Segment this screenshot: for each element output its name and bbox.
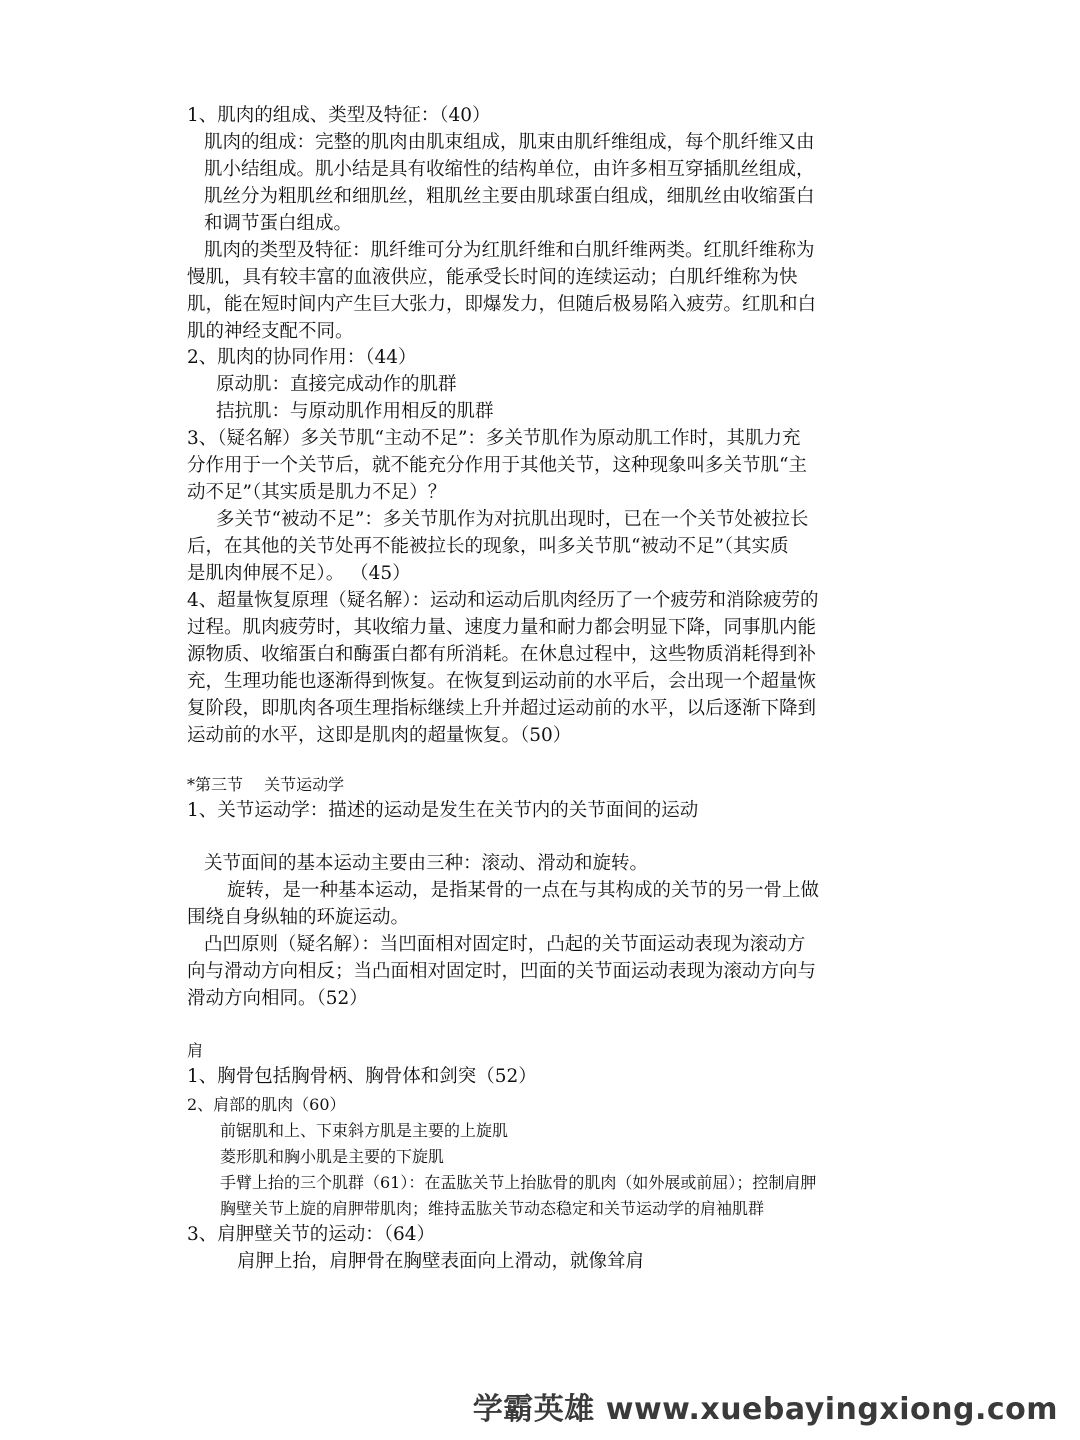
text-line: 肌的神经支配不同。: [187, 321, 354, 342]
text-line: 胸壁关节上旋的肩胛带肌肉；维持盂肱关节动态稳定和关节运动学的肩袖肌群: [220, 1199, 765, 1218]
text-line: 3、（疑名解）多关节肌“主动不足”：多关节肌作为原动肌工作时，其肌力充: [187, 428, 801, 449]
text-line: 3、肩胛壁关节的运动：（64）: [187, 1224, 436, 1245]
text-line: 肌小结组成。肌小结是具有收缩性的结构单位，由许多相互穿插肌丝组成，: [204, 159, 815, 180]
text-line: 前锯肌和上、下束斜方肌是主要的上旋肌: [220, 1121, 509, 1140]
text-line: 1、肌肉的组成、类型及特征：（40）: [187, 105, 491, 126]
text-line: 充，生理功能也逐渐得到恢复。在恢复到运动前的水平后，会出现一个超量恢: [187, 671, 817, 692]
text-line: 肌肉的组成：完整的肌肉由肌束组成，肌束由肌纤维组成，每个肌纤维又由: [204, 132, 815, 153]
text-line: 和调节蛋白组成。: [204, 213, 353, 234]
text-line: 肩胛上抬，肩胛骨在胸壁表面向上滑动，就像耸肩: [237, 1251, 645, 1272]
text-line: 手臂上抬的三个肌群（61）：在盂肱关节上抬肱骨的肌肉（如外展或前屈）；控制肩胛: [220, 1173, 817, 1192]
text-line: 原动肌：直接完成动作的肌群: [216, 374, 457, 395]
text-line: 旋转，是一种基本运动，是指某骨的一点在与其构成的关节的另一骨上做: [227, 880, 820, 901]
text-line: 运动前的水平，这即是肌肉的超量恢复。（50）: [187, 725, 572, 746]
watermark: 学霸英雄 www.xuebayingxiong.com: [472, 1392, 1058, 1427]
text-line: 肌，能在短时间内产生巨大张力，即爆发力，但随后极易陷入疲劳。红肌和白: [187, 294, 817, 315]
text-line: 凸凹原则（疑名解）：当凹面相对固定时，凸起的关节面运动表现为滚动方: [204, 934, 806, 955]
text-line: 分作用于一个关节后，就不能充分作用于其他关节，这种现象叫多关节肌“主: [187, 455, 807, 476]
text-line: 后，在其他的关节处再不能被拉长的现象，叫多关节肌“被动不足”（其实质: [187, 536, 789, 557]
text-line: 滑动方向相同。（52）: [187, 988, 368, 1009]
text-line: 关节面间的基本运动主要由三种：滚动、滑动和旋转。: [204, 853, 649, 874]
text-line: 复阶段，即肌肉各项生理指标继续上升并超过运动前的水平，以后逐渐下降到: [187, 698, 817, 719]
text-line: 2、肌肉的协同作用：（44）: [187, 347, 417, 368]
text-line: 动不足”（其实质是肌力不足）？: [187, 482, 447, 503]
text-line: 源物质、收缩蛋白和酶蛋白都有所消耗。在休息过程中，这些物质消耗得到补: [187, 644, 817, 665]
text-line: 慢肌，具有较丰富的血液供应，能承受长时间的连续运动；白肌纤维称为快: [187, 267, 798, 288]
text-line: 围绕自身纵轴的环旋运动。: [187, 907, 410, 928]
section-heading: *第三节 关节运动学: [187, 775, 345, 794]
text-line: 1、关节运动学：描述的运动是发生在关节内的关节面间的运动: [187, 800, 699, 821]
text-line: 过程。肌肉疲劳时，其收缩力量、速度力量和耐力都会明显下降，同事肌内能: [187, 617, 817, 638]
text-line: 向与滑动方向相反；当凸面相对固定时，凹面的关节面运动表现为滚动方向与: [187, 961, 817, 982]
text-line: 2、肩部的肌肉（60）: [187, 1095, 346, 1114]
section-heading: 肩: [187, 1041, 204, 1060]
text-line: 多关节“被动不足”：多关节肌作为对抗肌出现时，已在一个关节处被拉长: [216, 509, 809, 530]
text-line: 1、胸骨包括胸骨柄、胸骨体和剑突（52）: [187, 1066, 537, 1087]
text-line: 菱形肌和胸小肌是主要的下旋肌: [220, 1147, 445, 1166]
text-line: 4、超量恢复原理（疑名解）：运动和运动后肌肉经历了一个疲劳和消除疲劳的: [187, 590, 819, 611]
text-line: 肌肉的类型及特征：肌纤维可分为红肌纤维和白肌纤维两类。红肌纤维称为: [204, 240, 815, 261]
text-line: 是肌肉伸展不足）。 （45）: [187, 563, 411, 584]
text-line: 肌丝分为粗肌丝和细肌丝，粗肌丝主要由肌球蛋白组成，细肌丝由收缩蛋白: [204, 186, 815, 207]
text-line: 拮抗肌：与原动肌作用相反的肌群: [216, 401, 494, 422]
